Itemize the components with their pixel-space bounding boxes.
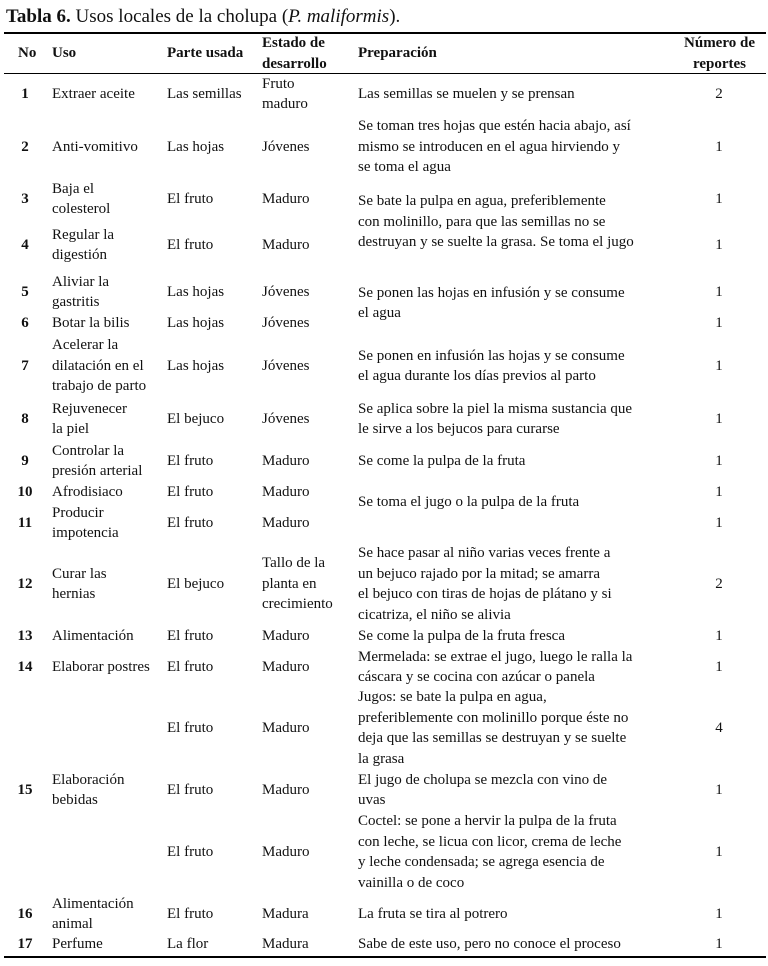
row-uso (52, 179, 110, 220)
row-number (5, 626, 45, 647)
preparation-text (358, 543, 612, 625)
row-uso-line: dilatación en el (52, 357, 144, 374)
preparation-text-line: uvas (358, 792, 386, 808)
row-uso-line: Controlar la (52, 442, 125, 459)
row-parte-usada-line: El fruto (167, 719, 214, 736)
row-estado (262, 235, 310, 256)
preparation-text (358, 626, 565, 647)
row-uso-line: Aliviar la (52, 273, 110, 290)
row-parte-usada (167, 904, 213, 925)
row-uso-line: Elaboración (52, 771, 125, 788)
row-estado (262, 513, 310, 534)
row-uso-line: Acelerar la (52, 337, 119, 354)
preparation-text-line: Se come la pulpa de la fruta fresca (358, 627, 565, 644)
preparation-text-line: mismo se introducen en el agua hirviendo y (358, 138, 621, 155)
preparation-text-line: Se aplica sobre la piel la misma sustancia que (358, 400, 633, 417)
row-number-line: 14 (17, 658, 33, 675)
row-uso (52, 84, 135, 105)
row-parte-usada-line: El bejuco (167, 575, 225, 592)
row-uso-line: animal (52, 916, 93, 932)
row-estado-line: Madura (262, 905, 309, 922)
row-numero-reportes (690, 934, 748, 955)
row-uso-line: Elaborar postres (52, 658, 150, 675)
row-parte-usada-line: La flor (167, 935, 209, 952)
row-parte-usada (167, 934, 208, 955)
preparation-text (358, 934, 621, 955)
row-estado-line: Jóvenes (262, 410, 310, 427)
row-parte-usada-line: Las hojas (167, 314, 225, 331)
preparation-text-line: Se come la pulpa de la fruta (358, 452, 526, 469)
preparation-text (358, 647, 632, 688)
preparation-text-line: se toma el agua (358, 159, 451, 176)
row-numero-reportes (690, 574, 748, 595)
row-numero-reportes-line: 4 (715, 719, 723, 736)
caption-end: ). (389, 6, 401, 27)
row-parte-usada (167, 718, 213, 739)
preparation-text-line: El jugo de cholupa se mezcla con vino de (358, 771, 608, 788)
row-number-line: 3 (21, 190, 29, 207)
row-parte-usada-line: El fruto (167, 627, 214, 644)
row-parte-usada (167, 657, 213, 678)
row-number (5, 282, 45, 303)
row-numero-reportes (690, 451, 748, 472)
row-estado-line: Madura (262, 935, 309, 952)
row-estado-line: Jóvenes (262, 314, 310, 331)
row-parte-usada-line: El fruto (167, 514, 214, 531)
row-parte-usada (167, 282, 224, 303)
row-uso-line: Perfume (52, 935, 103, 952)
row-estado (262, 313, 310, 334)
row-parte-usada-line: El fruto (167, 483, 214, 500)
row-number-line: 6 (21, 314, 29, 331)
row-numero-reportes (690, 313, 748, 334)
row-uso-line: Alimentación (52, 627, 134, 644)
row-numero-reportes-line: 1 (715, 627, 723, 644)
row-uso (52, 441, 142, 482)
row-numero-reportes-line: 1 (715, 410, 723, 427)
row-estado (262, 189, 310, 210)
row-number (5, 780, 45, 801)
row-number (5, 356, 45, 377)
row-estado-line: Maduro (262, 658, 310, 675)
row-estado (262, 282, 310, 303)
preparation-text-line: el agua durante los días previos al parto (358, 368, 596, 384)
preparation-text-line: vainilla o de coco (358, 874, 465, 891)
row-uso-line: Curar las (52, 565, 107, 582)
preparation-text (358, 811, 621, 893)
row-uso-line: Regular la (52, 226, 115, 243)
row-uso-line: Producir (52, 504, 104, 521)
row-estado (262, 482, 310, 503)
row-uso-line: Botar la bilis (52, 314, 130, 331)
row-number (5, 84, 45, 105)
header-uso: Uso (52, 45, 77, 61)
row-uso (52, 225, 114, 266)
header-num-line-1: Número de (684, 35, 755, 51)
row-uso (52, 399, 127, 440)
row-parte-usada-line: El fruto (167, 781, 214, 798)
row-numero-reportes-line: 1 (715, 514, 723, 531)
row-number (5, 313, 45, 334)
row-numero-reportes (690, 718, 748, 739)
header-rule (4, 73, 766, 74)
row-parte-usada (167, 137, 224, 158)
preparation-text (358, 84, 575, 105)
caption-text: Usos locales de la cholupa ( (70, 6, 289, 27)
row-uso-line: presión arterial (52, 463, 143, 479)
row-parte-usada (167, 189, 213, 210)
row-estado (262, 74, 308, 115)
preparation-text (358, 116, 631, 178)
preparation-text (358, 904, 508, 925)
row-estado-line: Maduro (262, 781, 310, 798)
row-parte-usada-line: El fruto (167, 658, 214, 675)
row-parte-usada-line: El fruto (167, 190, 214, 207)
row-numero-reportes-line: 1 (715, 781, 723, 798)
row-parte-usada (167, 482, 213, 503)
preparation-text-line: destruyan y se suelte la grasa. Se toma el jugo (358, 234, 634, 251)
row-numero-reportes-line: 1 (715, 314, 723, 331)
row-numero-reportes-line: 2 (715, 575, 723, 592)
row-parte-usada (167, 235, 213, 256)
preparation-text-line: cicatriza, el niño se alivia (358, 606, 511, 623)
row-estado-line: Maduro (262, 236, 310, 253)
row-uso-line: bebidas (52, 792, 98, 808)
row-parte-usada (167, 356, 224, 377)
header-preparacion: Preparación (358, 45, 437, 61)
row-uso-line: digestión (52, 247, 107, 263)
preparation-text-line: con leche, se licua con licor, crema de leche (358, 833, 622, 850)
preparation-text-line: Jugos: se bate la pulpa en agua, (358, 689, 547, 705)
preparation-text-line: el agua (358, 305, 401, 321)
row-estado-line: Jóvenes (262, 357, 310, 374)
row-uso (52, 503, 119, 544)
row-numero-reportes (690, 356, 748, 377)
row-number (5, 657, 45, 678)
preparation-text (358, 191, 634, 253)
row-number-line: 8 (21, 410, 29, 427)
row-number-line: 12 (17, 575, 33, 592)
row-parte-usada (167, 313, 224, 334)
row-estado-line: Maduro (262, 843, 310, 860)
row-uso-line: Afrodisiaco (52, 483, 123, 500)
row-estado-line: Jóvenes (262, 283, 310, 300)
row-uso-line: Baja el (52, 180, 95, 197)
row-number (5, 574, 45, 595)
row-number-line: 5 (21, 283, 29, 300)
preparation-text-line: Las semillas se muelen y se prensan (358, 85, 575, 102)
row-numero-reportes-line: 1 (715, 843, 723, 860)
row-estado (262, 553, 333, 615)
header-estado-line-2: desarrollo (262, 55, 327, 72)
table-caption (6, 6, 400, 28)
row-parte-usada (167, 513, 213, 534)
row-estado-line: Maduro (262, 627, 310, 644)
preparation-text-line: Se toman tres hojas que estén hacia abajo, así (358, 118, 631, 135)
row-parte-usada (167, 842, 213, 863)
preparation-text-line: un bejuco rajado por la mitad; se amarra (358, 565, 600, 582)
row-estado (262, 780, 310, 801)
preparation-text-line: Coctel: se pone a hervir la pulpa de la fruta (358, 813, 617, 829)
preparation-text-line: el bejuco con tiras de hojas de plátano y si (358, 586, 612, 602)
row-estado (262, 137, 310, 158)
row-numero-reportes-line: 1 (715, 190, 723, 207)
row-numero-reportes-line: 1 (715, 138, 723, 155)
row-number-line: 13 (17, 627, 33, 644)
row-numero-reportes (690, 842, 748, 863)
row-number (5, 904, 45, 925)
table-label: Tabla 6. (6, 6, 71, 27)
row-numero-reportes (690, 137, 748, 158)
row-parte-usada-line: Las hojas (167, 283, 225, 300)
row-numero-reportes (690, 235, 748, 256)
preparation-text (358, 399, 632, 440)
row-uso-line: Alimentación (52, 895, 134, 912)
preparation-text-line: la grasa (358, 750, 405, 767)
preparation-text-line: cáscara y se cocina con azúcar o panela (358, 669, 595, 685)
row-estado-line: Maduro (262, 483, 310, 500)
row-estado (262, 356, 310, 377)
row-uso-line: Rejuvenecer (52, 400, 127, 417)
row-estado-line: Fruto (262, 75, 295, 92)
row-estado-line: crecimiento (262, 596, 333, 613)
row-number (5, 189, 45, 210)
row-number-line: 4 (21, 236, 29, 253)
row-numero-reportes (690, 282, 748, 303)
row-uso-line: impotencia (52, 525, 119, 541)
row-numero-reportes (690, 626, 748, 647)
row-number (5, 137, 45, 158)
row-uso (52, 482, 123, 503)
row-numero-reportes-line: 1 (715, 935, 723, 952)
species-name: P. maliformis (288, 6, 390, 27)
preparation-text-line: Se bate la pulpa en agua, preferiblemente (358, 193, 606, 210)
preparation-text (358, 283, 625, 324)
row-uso-line: trabajo de parto (52, 378, 147, 395)
row-parte-usada (167, 574, 224, 595)
bottom-rule (4, 956, 766, 958)
preparation-text-line: Se hace pasar al niño varias veces frente a (358, 545, 611, 561)
row-number-line: 1 (21, 85, 29, 102)
row-estado-line: Tallo de la (262, 555, 326, 572)
row-uso-line: Extraer aceite (52, 85, 135, 102)
row-estado-line: Maduro (262, 452, 310, 469)
row-uso (52, 335, 146, 397)
row-uso (52, 626, 134, 647)
row-number-line: 2 (21, 138, 29, 155)
preparation-text (358, 346, 625, 387)
row-number-line: 7 (21, 357, 29, 374)
row-number (5, 235, 45, 256)
row-numero-reportes (690, 482, 748, 503)
row-numero-reportes-line: 1 (715, 658, 723, 675)
row-parte-usada (167, 626, 213, 647)
row-estado-line: Maduro (262, 514, 310, 531)
row-numero-reportes-line: 1 (715, 357, 723, 374)
row-estado (262, 451, 310, 472)
row-number-line: 17 (17, 935, 33, 952)
row-parte-usada-line: Las semillas (167, 85, 242, 102)
row-number-line: 15 (17, 781, 33, 798)
row-numero-reportes (690, 904, 748, 925)
row-uso-line: colesterol (52, 201, 111, 217)
top-rule (4, 32, 766, 34)
row-parte-usada (167, 780, 213, 801)
preparation-text-line: y leche condensada; se agrega esencia de (358, 854, 605, 870)
row-parte-usada-line: El fruto (167, 843, 214, 860)
row-uso-line: gastritis (52, 294, 100, 310)
preparation-text-line: con molinillo, para que las semillas no se (358, 213, 606, 230)
row-number-line: 9 (21, 452, 29, 469)
row-numero-reportes (690, 780, 748, 801)
row-number (5, 482, 45, 503)
row-uso (52, 770, 124, 811)
row-estado (262, 718, 310, 739)
row-parte-usada-line: Las hojas (167, 357, 225, 374)
header-parte-usada: Parte usada (167, 45, 244, 61)
row-numero-reportes-line: 1 (715, 905, 723, 922)
row-uso (52, 934, 103, 955)
preparation-text-line: Se ponen las hojas en infusión y se consume (358, 284, 625, 301)
row-number-line: 10 (17, 483, 33, 500)
row-numero-reportes (690, 657, 748, 678)
row-numero-reportes (690, 84, 748, 105)
preparation-text-line: preferiblemente con molinillo porque éste no (358, 709, 629, 726)
row-uso (52, 657, 150, 678)
preparation-text (358, 770, 607, 811)
header-estado-line-1: Estado de (262, 35, 325, 51)
preparation-text-line: Se toma el jugo o la pulpa de la fruta (358, 493, 580, 510)
row-numero-reportes-line: 1 (715, 483, 723, 500)
row-numero-reportes-line: 1 (715, 283, 723, 300)
row-uso-line: Anti-vomitivo (52, 138, 138, 155)
row-parte-usada-line: El bejuco (167, 410, 225, 427)
row-numero-reportes-line: 1 (715, 452, 723, 469)
row-uso (52, 564, 107, 605)
row-number-line: 16 (17, 905, 33, 922)
row-numero-reportes (690, 189, 748, 210)
row-estado (262, 657, 310, 678)
row-numero-reportes-line: 1 (715, 236, 723, 253)
row-parte-usada-line: El fruto (167, 236, 214, 253)
preparation-text (358, 492, 579, 513)
row-estado (262, 842, 310, 863)
preparation-text-line: La fruta se tira al potrero (358, 905, 508, 922)
row-parte-usada (167, 451, 213, 472)
row-numero-reportes (690, 409, 748, 430)
row-estado (262, 409, 310, 430)
row-parte-usada-line: El fruto (167, 452, 214, 469)
header-num-line-2: reportes (692, 55, 747, 72)
preparation-text-line: Se ponen en infusión las hojas y se consume (358, 347, 625, 364)
row-uso (52, 313, 130, 334)
header-numero-reportes (672, 33, 767, 74)
row-number (5, 513, 45, 534)
row-estado (262, 626, 310, 647)
row-parte-usada-line: Las hojas (167, 138, 225, 155)
row-estado (262, 934, 309, 955)
preparation-text-line: Mermelada: se extrae el jugo, luego le ralla la (358, 648, 633, 665)
row-estado-line: Jóvenes (262, 138, 310, 155)
row-parte-usada (167, 409, 224, 430)
preparation-text (358, 687, 628, 769)
row-uso (52, 894, 134, 935)
row-numero-reportes (690, 513, 748, 534)
row-uso (52, 137, 138, 158)
row-uso (52, 272, 109, 313)
header-estado (262, 33, 327, 74)
row-estado-line: maduro (262, 96, 308, 112)
row-number-line: 11 (17, 514, 33, 531)
row-parte-usada (167, 84, 242, 105)
row-estado (262, 904, 309, 925)
row-estado-line: Maduro (262, 719, 310, 736)
row-estado-line: planta en (262, 575, 317, 592)
row-numero-reportes-line: 2 (715, 85, 723, 102)
row-uso-line: la piel (52, 421, 90, 437)
preparation-text-line: deja que las semillas se destruyan y se suelte (358, 730, 627, 746)
row-parte-usada-line: El fruto (167, 905, 214, 922)
preparation-text-line: le sirve a los bejucos para curarse (358, 421, 560, 437)
row-uso-line: hernias (52, 586, 96, 602)
row-number (5, 451, 45, 472)
row-number (5, 934, 45, 955)
header-no: No (18, 45, 37, 61)
row-number (5, 409, 45, 430)
row-estado-line: Maduro (262, 190, 310, 207)
preparation-text (358, 451, 525, 472)
preparation-text-line: Sabe de este uso, pero no conoce el proceso (358, 935, 621, 952)
